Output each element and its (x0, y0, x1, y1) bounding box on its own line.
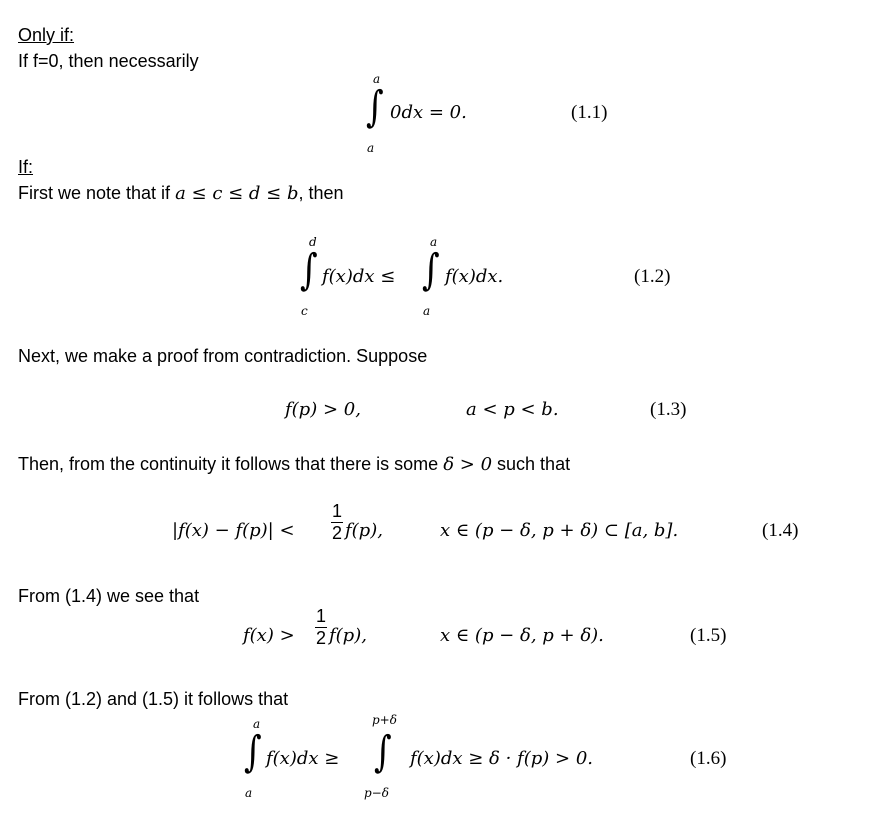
eq6-lower-limit-2: p−δ (364, 786, 389, 800)
eq5-number: (1.5) (690, 625, 727, 646)
eq4-left-tail: f(p), (345, 520, 383, 541)
eq3-right: a < p < b. (466, 399, 559, 420)
eq5-left-tail: f(p), (329, 625, 367, 646)
if-text-math: a ≤ c ≤ d ≤ b (175, 183, 299, 204)
if-heading: If: (18, 157, 34, 177)
eq1-number: (1.1) (571, 102, 608, 123)
eq5-frac-denominator: 2 (315, 628, 326, 648)
eq3-left: f(p) > 0, (285, 399, 361, 420)
from-1-4-text: From (1.4) we see that (18, 586, 200, 606)
eq5-frac-numerator: 1 (315, 606, 326, 626)
eq4-frac-numerator: 1 (331, 501, 342, 521)
eq6-number: (1.6) (690, 748, 727, 769)
continuity-math: δ > 0 (443, 454, 493, 475)
eq5-left: f(x) > (243, 625, 295, 646)
eq5-right: x ∈ (p − δ, p + δ). (440, 625, 604, 646)
eq1-upper-limit: a (373, 72, 381, 86)
eq4-left: |f(x) − f(p)| < (172, 520, 295, 541)
if-text (18, 182, 344, 205)
eq2-integral-sign-2: ∫ (422, 245, 440, 296)
eq1-lower-limit: a (367, 141, 375, 155)
eq6-integral-sign-2: ∫ (374, 727, 392, 778)
eq6-lower-limit-1: a (245, 786, 253, 800)
eq1-integral-sign: ∫ (366, 82, 384, 133)
if-text-prefix: First we note that if (18, 183, 176, 203)
eq4-right: x ∈ (p − δ, p + δ) ⊂ [a, b]. (440, 520, 679, 541)
eq2-number: (1.2) (634, 266, 671, 287)
eq2-integrand-1: f(x)dx ≤ (322, 266, 396, 287)
contradiction-text: Next, we make a proof from contradiction. Suppose (18, 346, 428, 366)
eq2-upper-limit-1: d (309, 235, 317, 249)
eq2-integral-sign-1: ∫ (300, 245, 318, 296)
continuity-prefix: Then, from the continuity it follows that there is some (18, 454, 444, 474)
from-1-2-1-5-text: From (1.2) and (1.5) it follows that (18, 689, 289, 709)
if-text-suffix: , then (298, 183, 344, 203)
eq4-frac-denominator: 2 (331, 523, 342, 543)
continuity-suffix: such that (492, 454, 571, 474)
eq6-integrand-2: f(x)dx ≥ δ · f(p) > 0. (410, 748, 593, 769)
continuity-text (18, 453, 570, 476)
eq2-lower-limit-2: a (423, 304, 431, 318)
eq6-integral-sign-1: ∫ (244, 727, 262, 778)
only-if-text: If f=0, then necessarily (18, 51, 199, 71)
eq6-integrand-1: f(x)dx ≥ (266, 748, 340, 769)
eq6-upper-limit-1: a (253, 717, 261, 731)
eq6-upper-limit-2: p+δ (372, 713, 397, 727)
only-if-heading: Only if: (18, 25, 75, 45)
eq2-integrand-2: f(x)dx. (445, 266, 504, 287)
eq2-lower-limit-1: c (301, 304, 308, 318)
eq4-number: (1.4) (762, 520, 799, 541)
eq2-upper-limit-2: a (430, 235, 438, 249)
eq3-number: (1.3) (650, 399, 687, 420)
eq1-integrand: 0dx = 0. (390, 102, 467, 123)
